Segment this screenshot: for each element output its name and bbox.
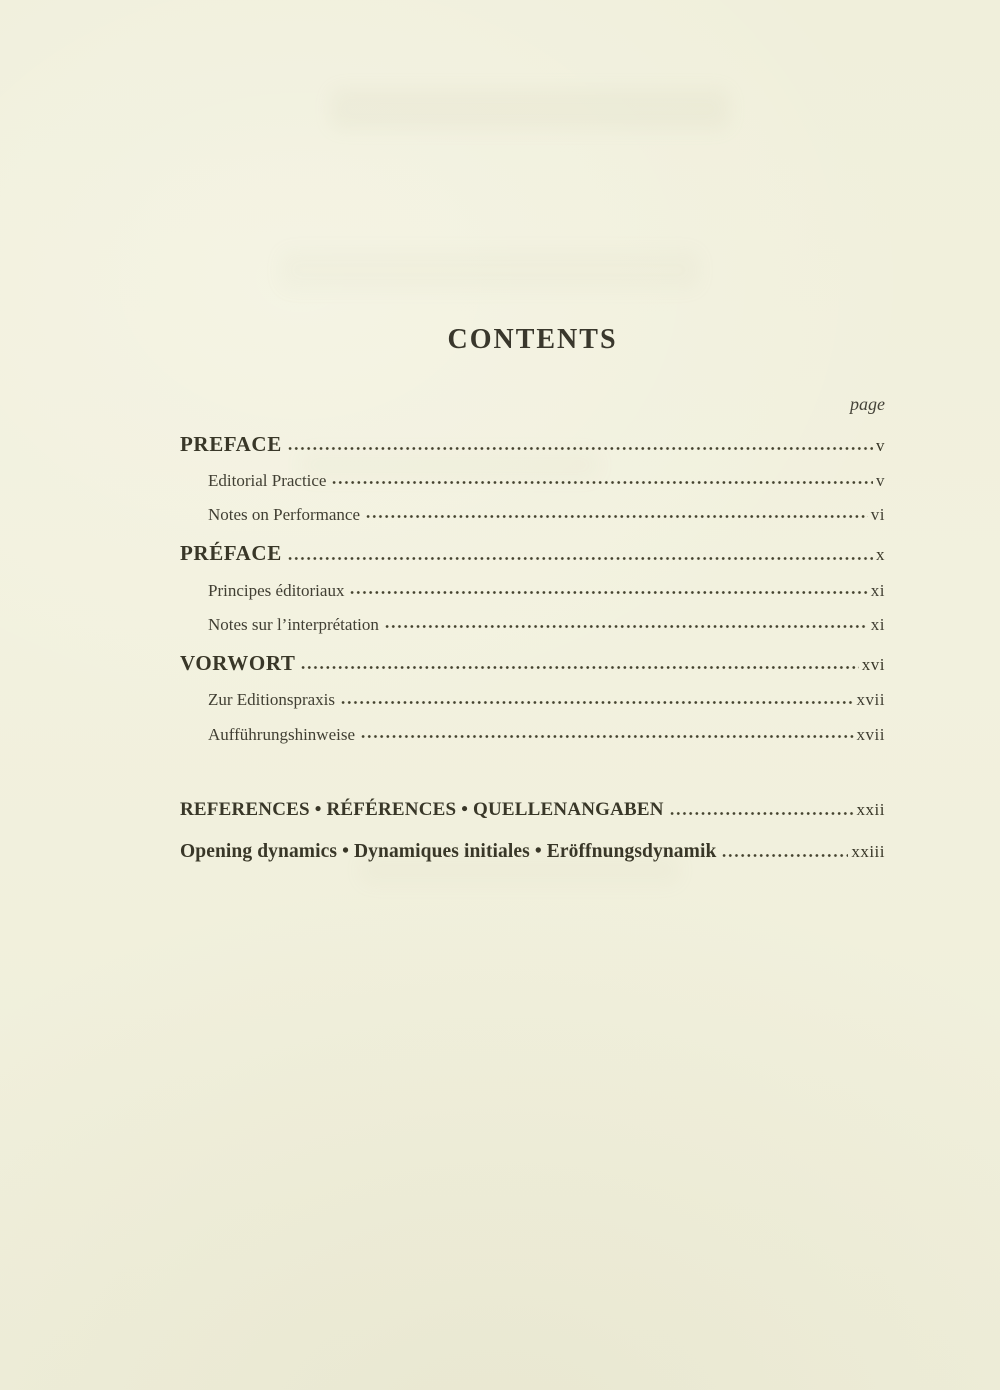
dot-leader [384,624,868,629]
toc-entry-label: VORWORT [180,651,296,676]
toc-entry-label: Zur Editionspraxis [208,690,336,710]
toc-page-number: v [876,435,885,455]
dot-leader [300,665,858,670]
contents-page [180,0,885,864]
toc-entry-label: Notes on Performance [208,505,361,525]
toc-page-number: xxii [856,799,885,819]
dot-leader [721,853,848,858]
toc-row [180,470,885,491]
toc-page-number: xvii [856,690,885,710]
toc-entry-label: PRÉFACE [180,541,282,566]
toc-page-number: xvi [861,655,885,675]
toc-entry-label: REFERENCES • RÉFÉRENCES • QUELLENANGABEN [180,798,664,820]
toc-list [180,431,885,864]
toc-page-number: vi [870,505,885,525]
toc-entry-label: Editorial Practice [208,470,327,490]
toc-row [180,724,885,745]
toc-page-number: xxiii [851,841,885,861]
toc-page-number: x [876,545,885,565]
toc-row [180,431,885,457]
dot-leader [287,446,873,451]
toc-row [180,504,885,525]
dot-leader [340,700,854,705]
dot-leader [669,811,854,816]
dot-leader [349,590,867,595]
toc-page-number: xi [870,614,885,634]
toc-row [180,614,885,635]
toc-row [180,689,885,710]
toc-entry-label: Principes éditoriaux [208,580,345,600]
dot-leader [331,480,873,485]
page-title: CONTENTS [447,324,618,355]
toc-entry-label: Notes sur l’interprétation [208,614,379,634]
toc-row [180,840,885,864]
toc-row [180,798,885,822]
toc-entry-label: Aufführungshinweise [208,724,355,744]
toc-page-number: v [876,470,885,490]
toc-page-number: xi [870,580,885,600]
toc-entry-label: Opening dynamics • Dynamiques initiales • Eröffnungsdynamik [180,840,717,862]
toc-page-number: xvii [856,724,885,744]
dot-leader [365,514,868,519]
page-column-label: page [850,394,885,414]
dot-leader [360,734,854,739]
toc-row [180,540,885,566]
toc-entry-label: PREFACE [180,431,282,456]
dot-leader [287,556,873,561]
toc-row [180,580,885,601]
toc-row [180,650,885,676]
